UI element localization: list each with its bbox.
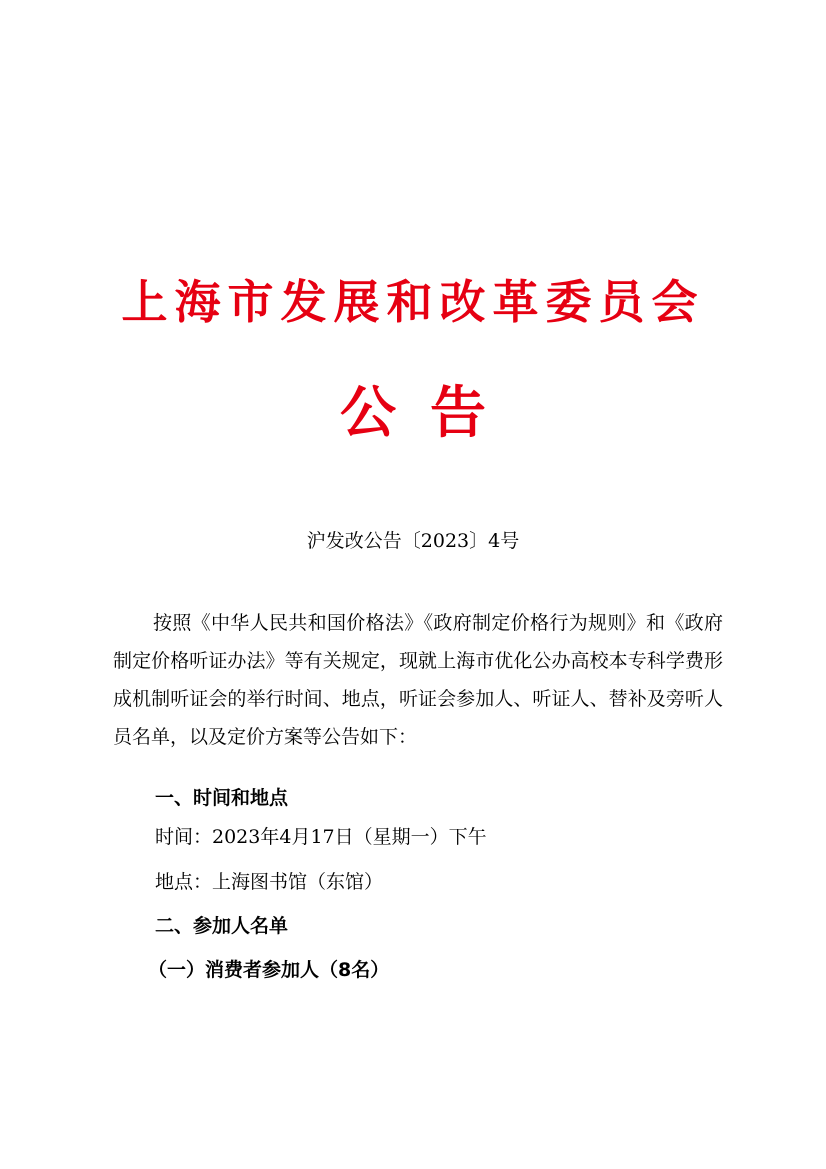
subsection-heading-consumers: （一）消费者参加人（8名） [148,959,390,981]
section-heading-time-place: 一、时间和地点 [155,787,289,809]
document-type-title: 公告 [340,380,520,446]
document-number: 沪发改公告〔2023〕4号 [306,530,520,552]
intro-paragraph: 按照《中华人民共和国价格法》《政府制定价格行为规则》和《政府制定价格听证办法》等有关规定，现就上海市优化公办高校本专科学费形成机制听证会的举行时间、地点，听证会参加人、听证人、替补及旁听人员名单，以及定价方案等公告如下： [113,612,723,748]
place-line: 地点：上海图书馆（东馆） [155,871,384,893]
time-line: 时间：2023年4月17日（星期一）下午 [155,826,487,848]
issuer-title: 上海市发展和改革委员会 [121,275,705,329]
section-heading-participants: 二、参加人名单 [155,915,289,937]
